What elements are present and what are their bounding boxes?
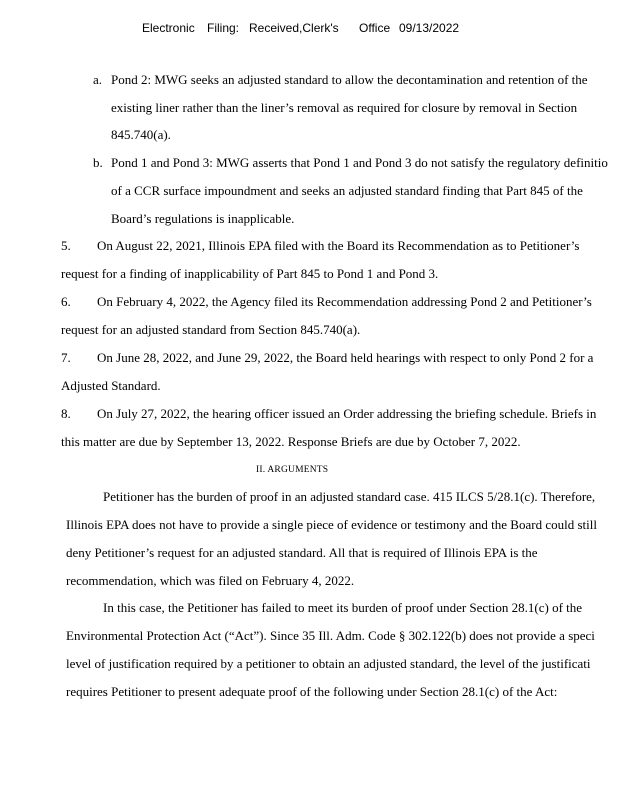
header-date: 09/13/2022: [399, 21, 460, 35]
header-electronic: Electronic: [142, 21, 195, 35]
para8-line2: this matter are due by September 13, 2022. Response Briefs are due by October 7, 2022.: [61, 434, 521, 449]
section-heading: II. ARGUMENTS: [256, 465, 329, 475]
argument2-line4: requires Petitioner to present adequate proof of the following under Section 28.1(c) of the Act:: [66, 684, 558, 699]
list-b-line1: Pond 1 and Pond 3: MWG asserts that Pond 1 and Pond 3 do not satisfy the regulatory definitio: [111, 155, 608, 170]
argument2-line3: level of justification required by a petitioner to obtain an adjusted standard, the level of the justificati: [66, 656, 591, 671]
list-b-line3: Board’s regulations is inapplicable.: [111, 211, 295, 226]
argument1-line4: recommendation, which was filed on February 4, 2022.: [66, 573, 355, 588]
argument1-line3: deny Petitioner’s request for an adjusted standard. All that is required of Illinois EPA is the: [66, 545, 538, 560]
argument2-line1: In this case, the Petitioner has failed to meet its burden of proof under Section 28.1(c) of the: [103, 600, 583, 615]
header-office: Office: [359, 21, 391, 35]
para7-line2: Adjusted Standard.: [61, 378, 161, 393]
list-a-line2: existing liner rather than the liner’s removal as required for closure by removal in Section: [111, 100, 578, 115]
para7-number: 7.: [61, 350, 71, 365]
header-received: Received,Clerk's: [249, 21, 339, 35]
para6-number: 6.: [61, 294, 71, 309]
list-a-line1: Pond 2: MWG seeks an adjusted standard to allow the decontamination and retention of the: [111, 72, 588, 87]
argument2-line2: Environmental Protection Act (“Act”). Since 35 Ill. Adm. Code § 302.122(b) does not provide a speci: [66, 628, 595, 643]
para8-number: 8.: [61, 406, 71, 421]
list-b-label: b.: [93, 155, 103, 170]
para5-line1: On August 22, 2021, Illinois EPA filed with the Board its Recommendation as to Petitioner’s: [97, 238, 580, 253]
list-b-line2: of a CCR surface impoundment and seeks an adjusted standard finding that Part 845 of the: [111, 183, 583, 198]
para6-line2: request for an adjusted standard from Section 845.740(a).: [61, 322, 361, 337]
list-a-line3: 845.740(a).: [111, 127, 171, 142]
header-filing: Filing:: [207, 21, 240, 35]
para6-line1: On February 4, 2022, the Agency filed its Recommendation addressing Pond 2 and Petitioner’s: [97, 294, 592, 309]
list-a-label: a.: [93, 72, 103, 87]
para5-line2: request for a finding of inapplicability of Part 845 to Pond 1 and Pond 3.: [61, 266, 439, 281]
argument1-line1: Petitioner has the burden of proof in an adjusted standard case. 415 ILCS 5/28.1(c). Therefore,: [103, 489, 596, 504]
argument1-line2: Illinois EPA does not have to provide a single piece of evidence or testimony and the Board could still: [66, 517, 597, 532]
para7-line1: On June 28, 2022, and June 29, 2022, the Board held hearings with respect to only Pond 2 for a: [97, 350, 594, 365]
para8-line1: On July 27, 2022, the hearing officer issued an Order addressing the briefing schedule. Briefs in: [97, 406, 597, 421]
para5-number: 5.: [61, 238, 71, 253]
